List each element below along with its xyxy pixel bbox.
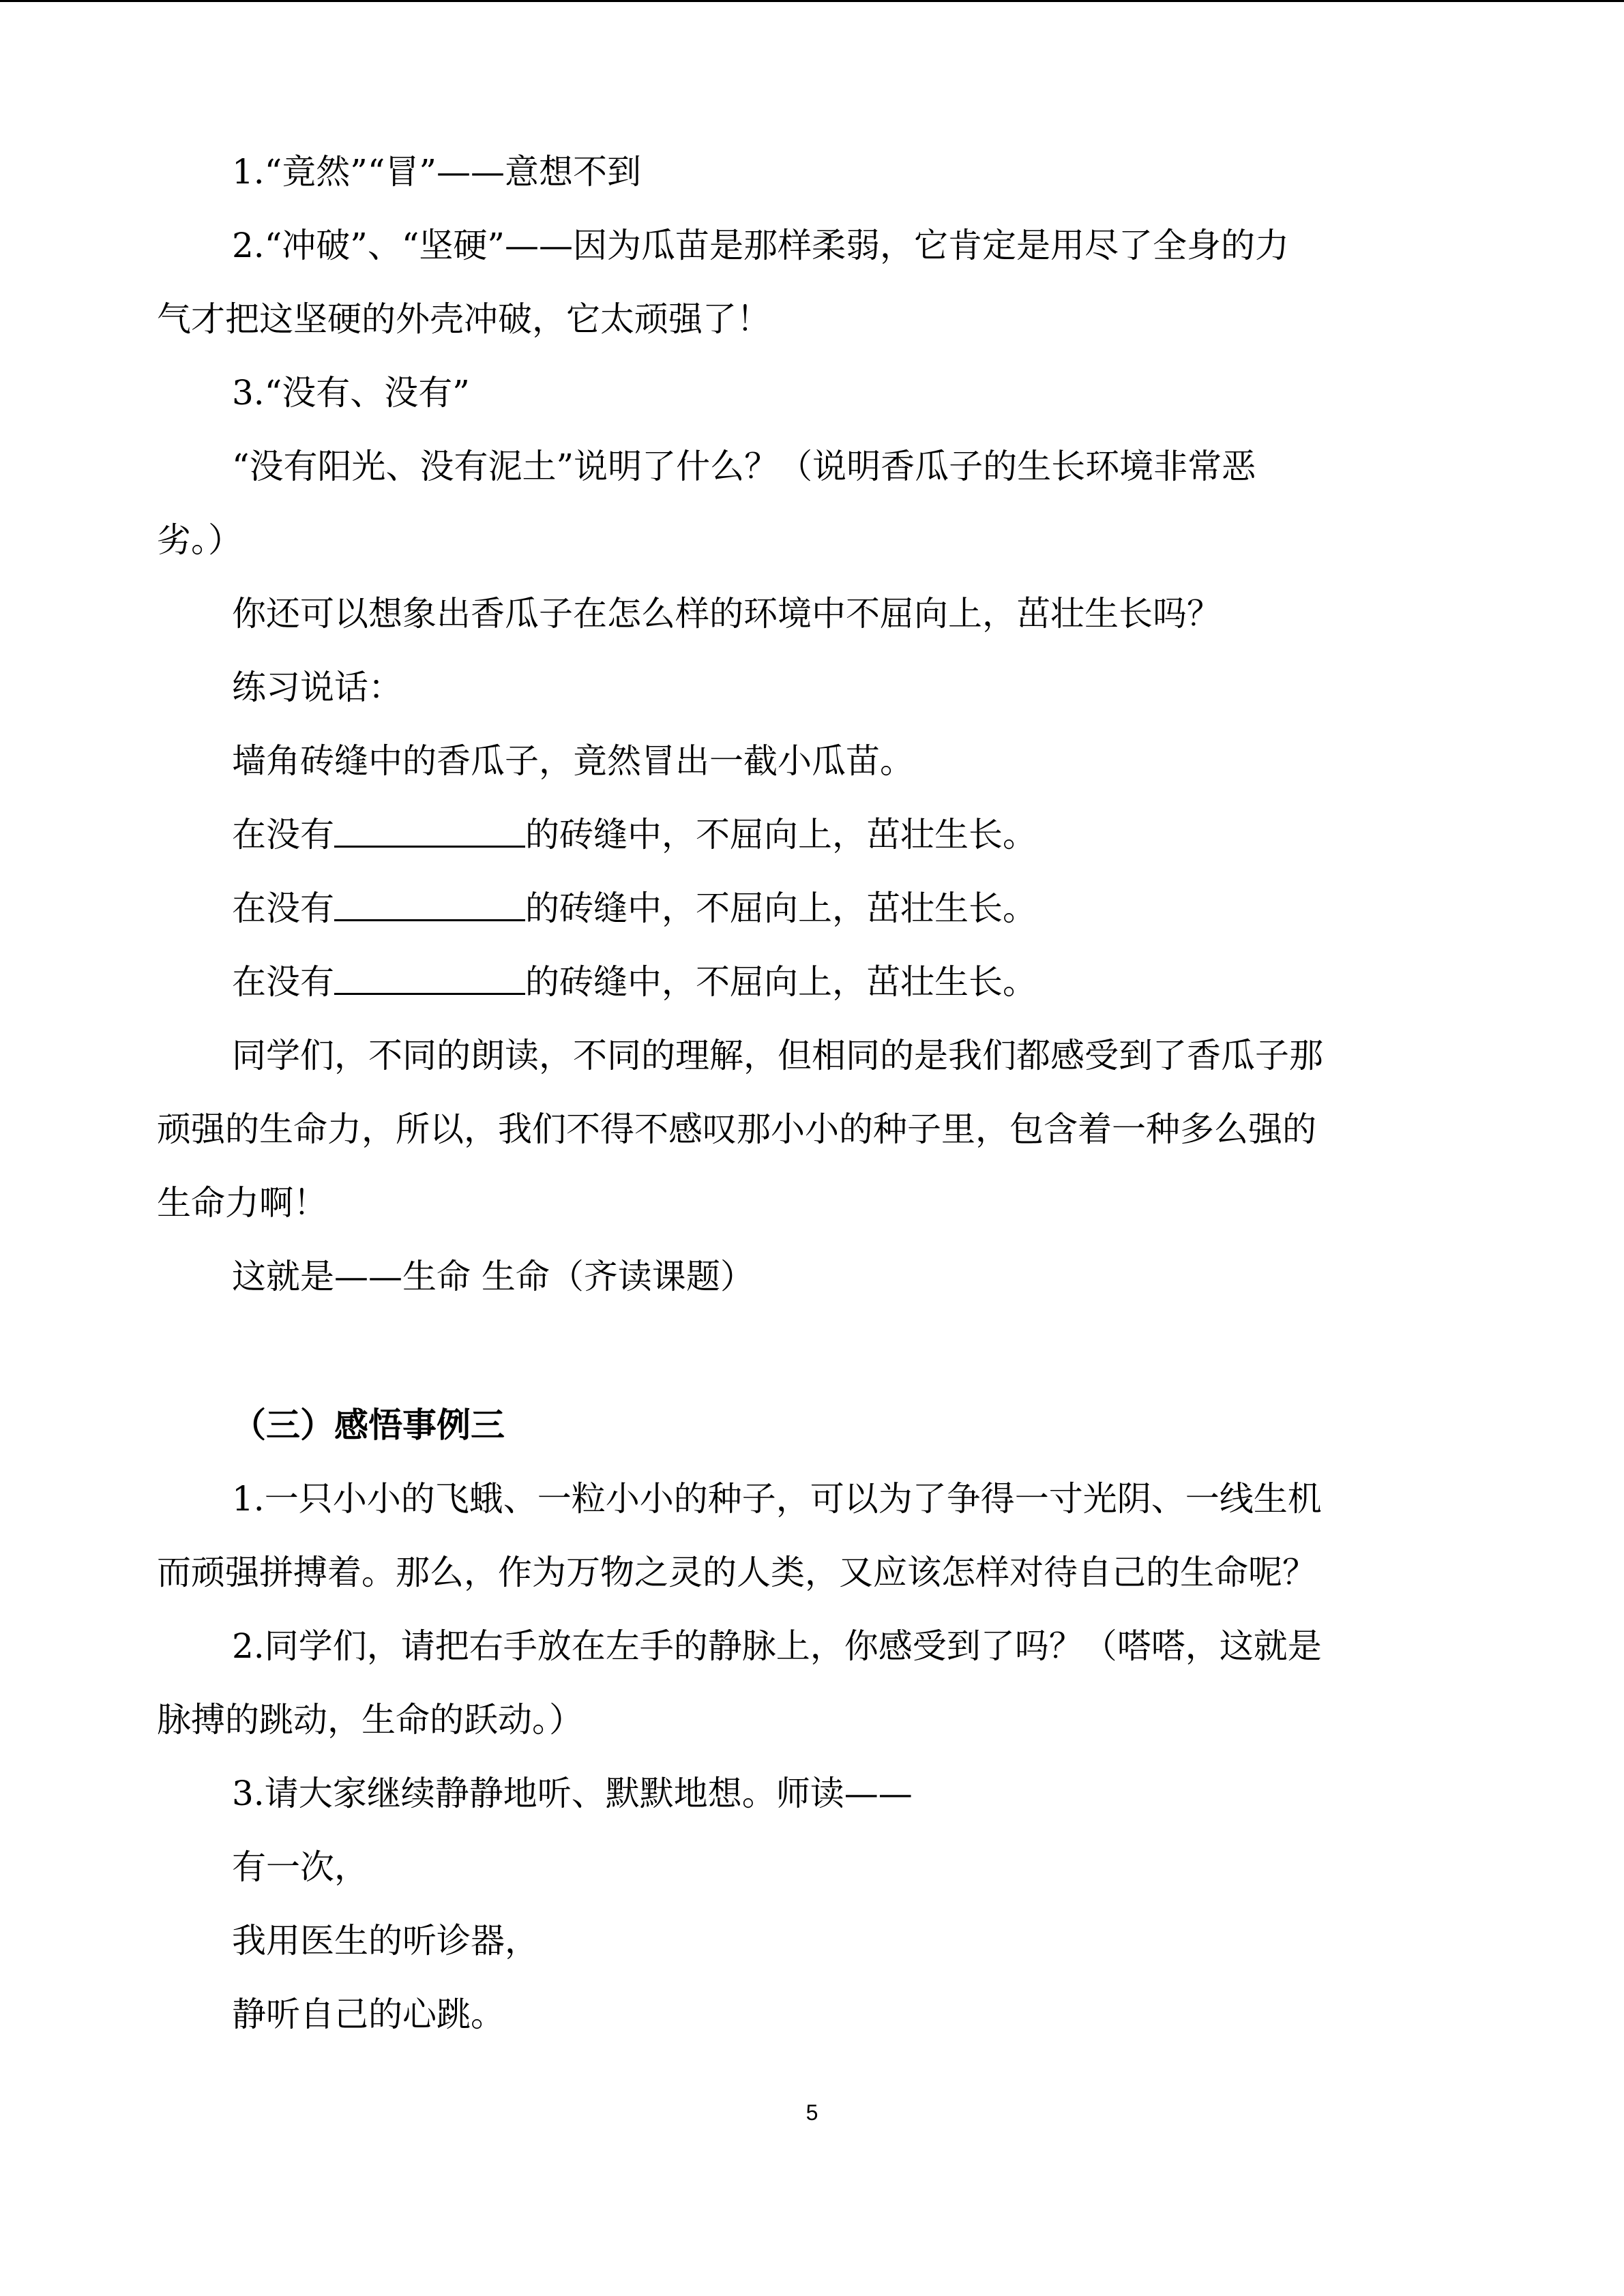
fill-suffix: 的砖缝中，不屈向上，茁壮生长。 bbox=[525, 815, 1037, 854]
text-line: 这就是——生命 生命（齐读课题） bbox=[232, 1257, 754, 1296]
fill-blank bbox=[334, 953, 525, 995]
text-line: 同学们，不同的朗读，不同的理解，但相同的是我们都感受到了香瓜子那 bbox=[232, 1036, 1323, 1075]
fill-in-line bbox=[157, 945, 1460, 1019]
section-gap bbox=[157, 1313, 1460, 1388]
fill-suffix: 的砖缝中，不屈向上，茁壮生长。 bbox=[525, 962, 1037, 1002]
fill-in-line bbox=[157, 871, 1460, 945]
fill-prefix: 在没有 bbox=[232, 815, 334, 854]
text-line: 生命力啊！ bbox=[157, 1183, 327, 1223]
text-line: 顽强的生命力，所以，我们不得不感叹那小小的种子里，包含着一种多么强的 bbox=[157, 1109, 1316, 1149]
poem-line: 我用医生的听诊器， bbox=[232, 1921, 539, 1960]
text-line: 而顽强拼搏着。那么，作为万物之灵的人类，又应该怎样对待自己的生命呢？ bbox=[157, 1553, 1316, 1592]
section-heading: （三）感悟事例三 bbox=[232, 1405, 505, 1445]
poem-line: 静听自己的心跳。 bbox=[232, 1995, 505, 2034]
poem-line: 有一次， bbox=[232, 1847, 368, 1887]
text-line: 2.“冲破”、“坚硬”——因为瓜苗是那样柔弱，它肯定是用尽了全身的力 bbox=[232, 226, 1289, 265]
fill-suffix: 的砖缝中，不屈向上，茁壮生长。 bbox=[525, 889, 1037, 928]
text-line: 劣。） bbox=[157, 520, 242, 560]
text-line: 气才把这坚硬的外壳冲破，它太顽强了！ bbox=[157, 299, 771, 339]
fill-prefix: 在没有 bbox=[232, 889, 334, 928]
document-body bbox=[157, 135, 1460, 2051]
text-line: 墙角砖缝中的香瓜子，竟然冒出一截小瓜苗。 bbox=[232, 741, 914, 781]
text-line: 2.同学们，请把右手放在左手的静脉上，你感受到了吗？（嗒嗒，这就是 bbox=[232, 1626, 1322, 1666]
text-line: 3.请大家继续静静地听、默默地想。师读—— bbox=[232, 1774, 913, 1813]
text-line: “没有阳光、没有泥土”说明了什么？（说明香瓜子的生长环境非常恶 bbox=[232, 447, 1256, 486]
text-line: 你还可以想象出香瓜子在怎么样的环境中不屈向上，茁壮生长吗？ bbox=[232, 594, 1221, 633]
text-line: 1.“竟然”“冒”——意想不到 bbox=[232, 152, 641, 192]
fill-prefix: 在没有 bbox=[232, 962, 334, 1002]
text-line: 3.“没有、没有” bbox=[232, 373, 470, 413]
fill-blank bbox=[334, 806, 525, 848]
page-number: 5 bbox=[806, 2100, 818, 2125]
fill-in-line bbox=[157, 798, 1460, 871]
fill-blank bbox=[334, 880, 525, 921]
text-line: 练习说话： bbox=[232, 668, 402, 707]
page-top-border bbox=[0, 0, 1624, 2]
text-line: 脉搏的跳动，生命的跃动。） bbox=[157, 1700, 583, 1740]
text-line: 1.一只小小的飞蛾、一粒小小的种子，可以为了争得一寸光阴、一线生机 bbox=[232, 1479, 1322, 1519]
